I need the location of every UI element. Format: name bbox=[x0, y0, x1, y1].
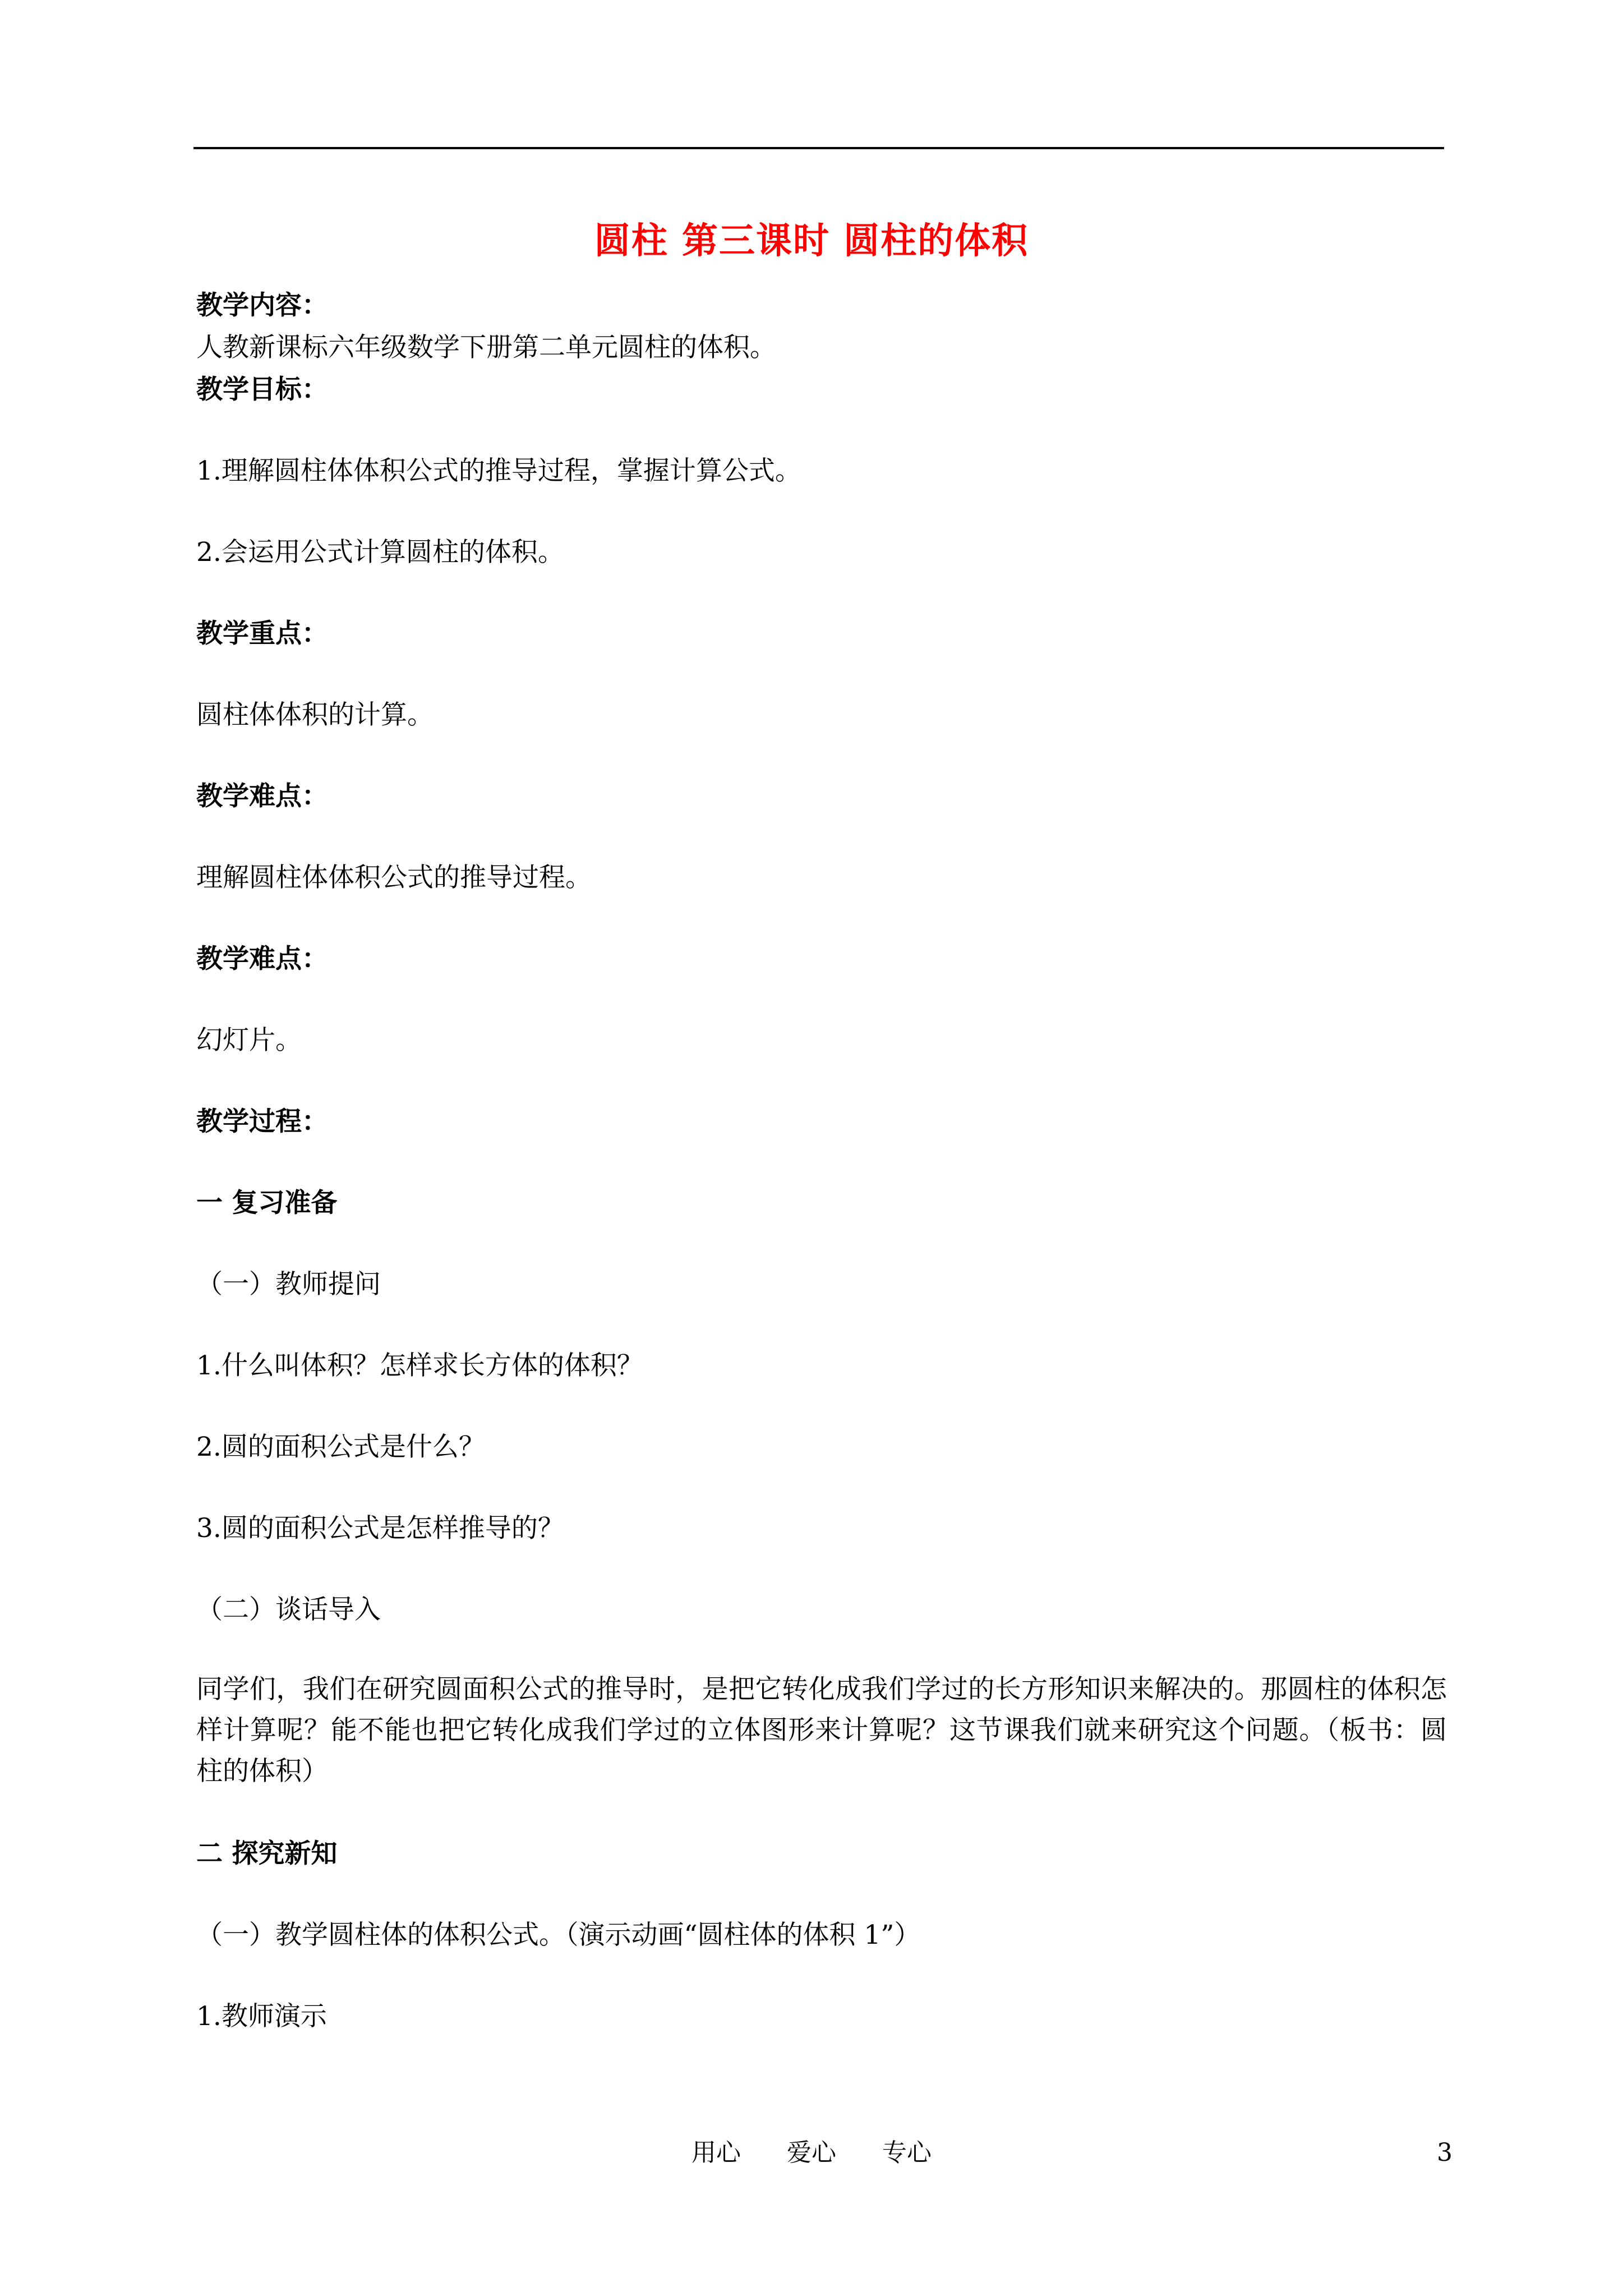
heading-part-explore: 二 探究新知 bbox=[196, 1838, 338, 1869]
teaching-content-text: 人教新课标六年级数学下册第二单元圆柱的体积。 bbox=[196, 332, 776, 363]
footer-motto bbox=[0, 2137, 1623, 2169]
heading-teaching-goals: 教学目标： bbox=[196, 374, 328, 405]
question-item-1: 1.什么叫体积？怎样求长方体的体积？ bbox=[196, 1350, 643, 1381]
intro-paragraph: 同学们，我们在研究圆面积公式的推导时，是把它转化成我们学过的长方形知识来解决的。那圆柱的体积怎样计算呢？能不能也把它转化成我们学过的立体图形来计算呢？这节课我们就来研究这个问题。（板书：圆柱的体积） bbox=[196, 1674, 1447, 1787]
teaching-tools-text: 幻灯片。 bbox=[196, 1025, 302, 1056]
key-point-text: 圆柱体体积的计算。 bbox=[196, 700, 434, 730]
heading-difficulty: 教学难点： bbox=[196, 781, 328, 812]
heading-teaching-process: 教学过程： bbox=[196, 1106, 328, 1137]
subheading-volume-formula: （一）教学圆柱体的体积公式。（演示动画“圆柱体的体积 1”） bbox=[196, 1920, 921, 1950]
goal-item-2: 2.会运用公式计算圆柱的体积。 bbox=[196, 537, 564, 568]
footer-motto-item: 用心 bbox=[691, 2138, 741, 2167]
heading-key-point: 教学重点： bbox=[196, 618, 328, 649]
question-item-3: 3.圆的面积公式是怎样推导的？ bbox=[196, 1513, 564, 1544]
heading-part-review: 一 复习准备 bbox=[196, 1188, 338, 1218]
subheading-conversation-intro: （二）谈话导入 bbox=[196, 1594, 381, 1625]
difficulty-text: 理解圆柱体体积公式的推导过程。 bbox=[196, 862, 592, 893]
page-number: 3 bbox=[1437, 2138, 1453, 2167]
question-item-2: 2.圆的面积公式是什么？ bbox=[196, 1432, 485, 1462]
heading-teaching-tools: 教学难点： bbox=[196, 944, 328, 974]
document-title: 圆柱 第三课时 圆柱的体积 bbox=[594, 220, 1029, 262]
footer-motto-item: 爱心 bbox=[787, 2138, 836, 2167]
header-rule bbox=[193, 147, 1444, 149]
subheading-teacher-questions: （一）教师提问 bbox=[196, 1269, 381, 1300]
demo-item-1: 1.教师演示 bbox=[196, 2001, 327, 2032]
footer-motto-item: 专心 bbox=[882, 2138, 932, 2167]
goal-item-1: 1.理解圆柱体体积公式的推导过程，掌握计算公式。 bbox=[196, 455, 801, 486]
heading-teaching-content: 教学内容： bbox=[196, 290, 328, 321]
